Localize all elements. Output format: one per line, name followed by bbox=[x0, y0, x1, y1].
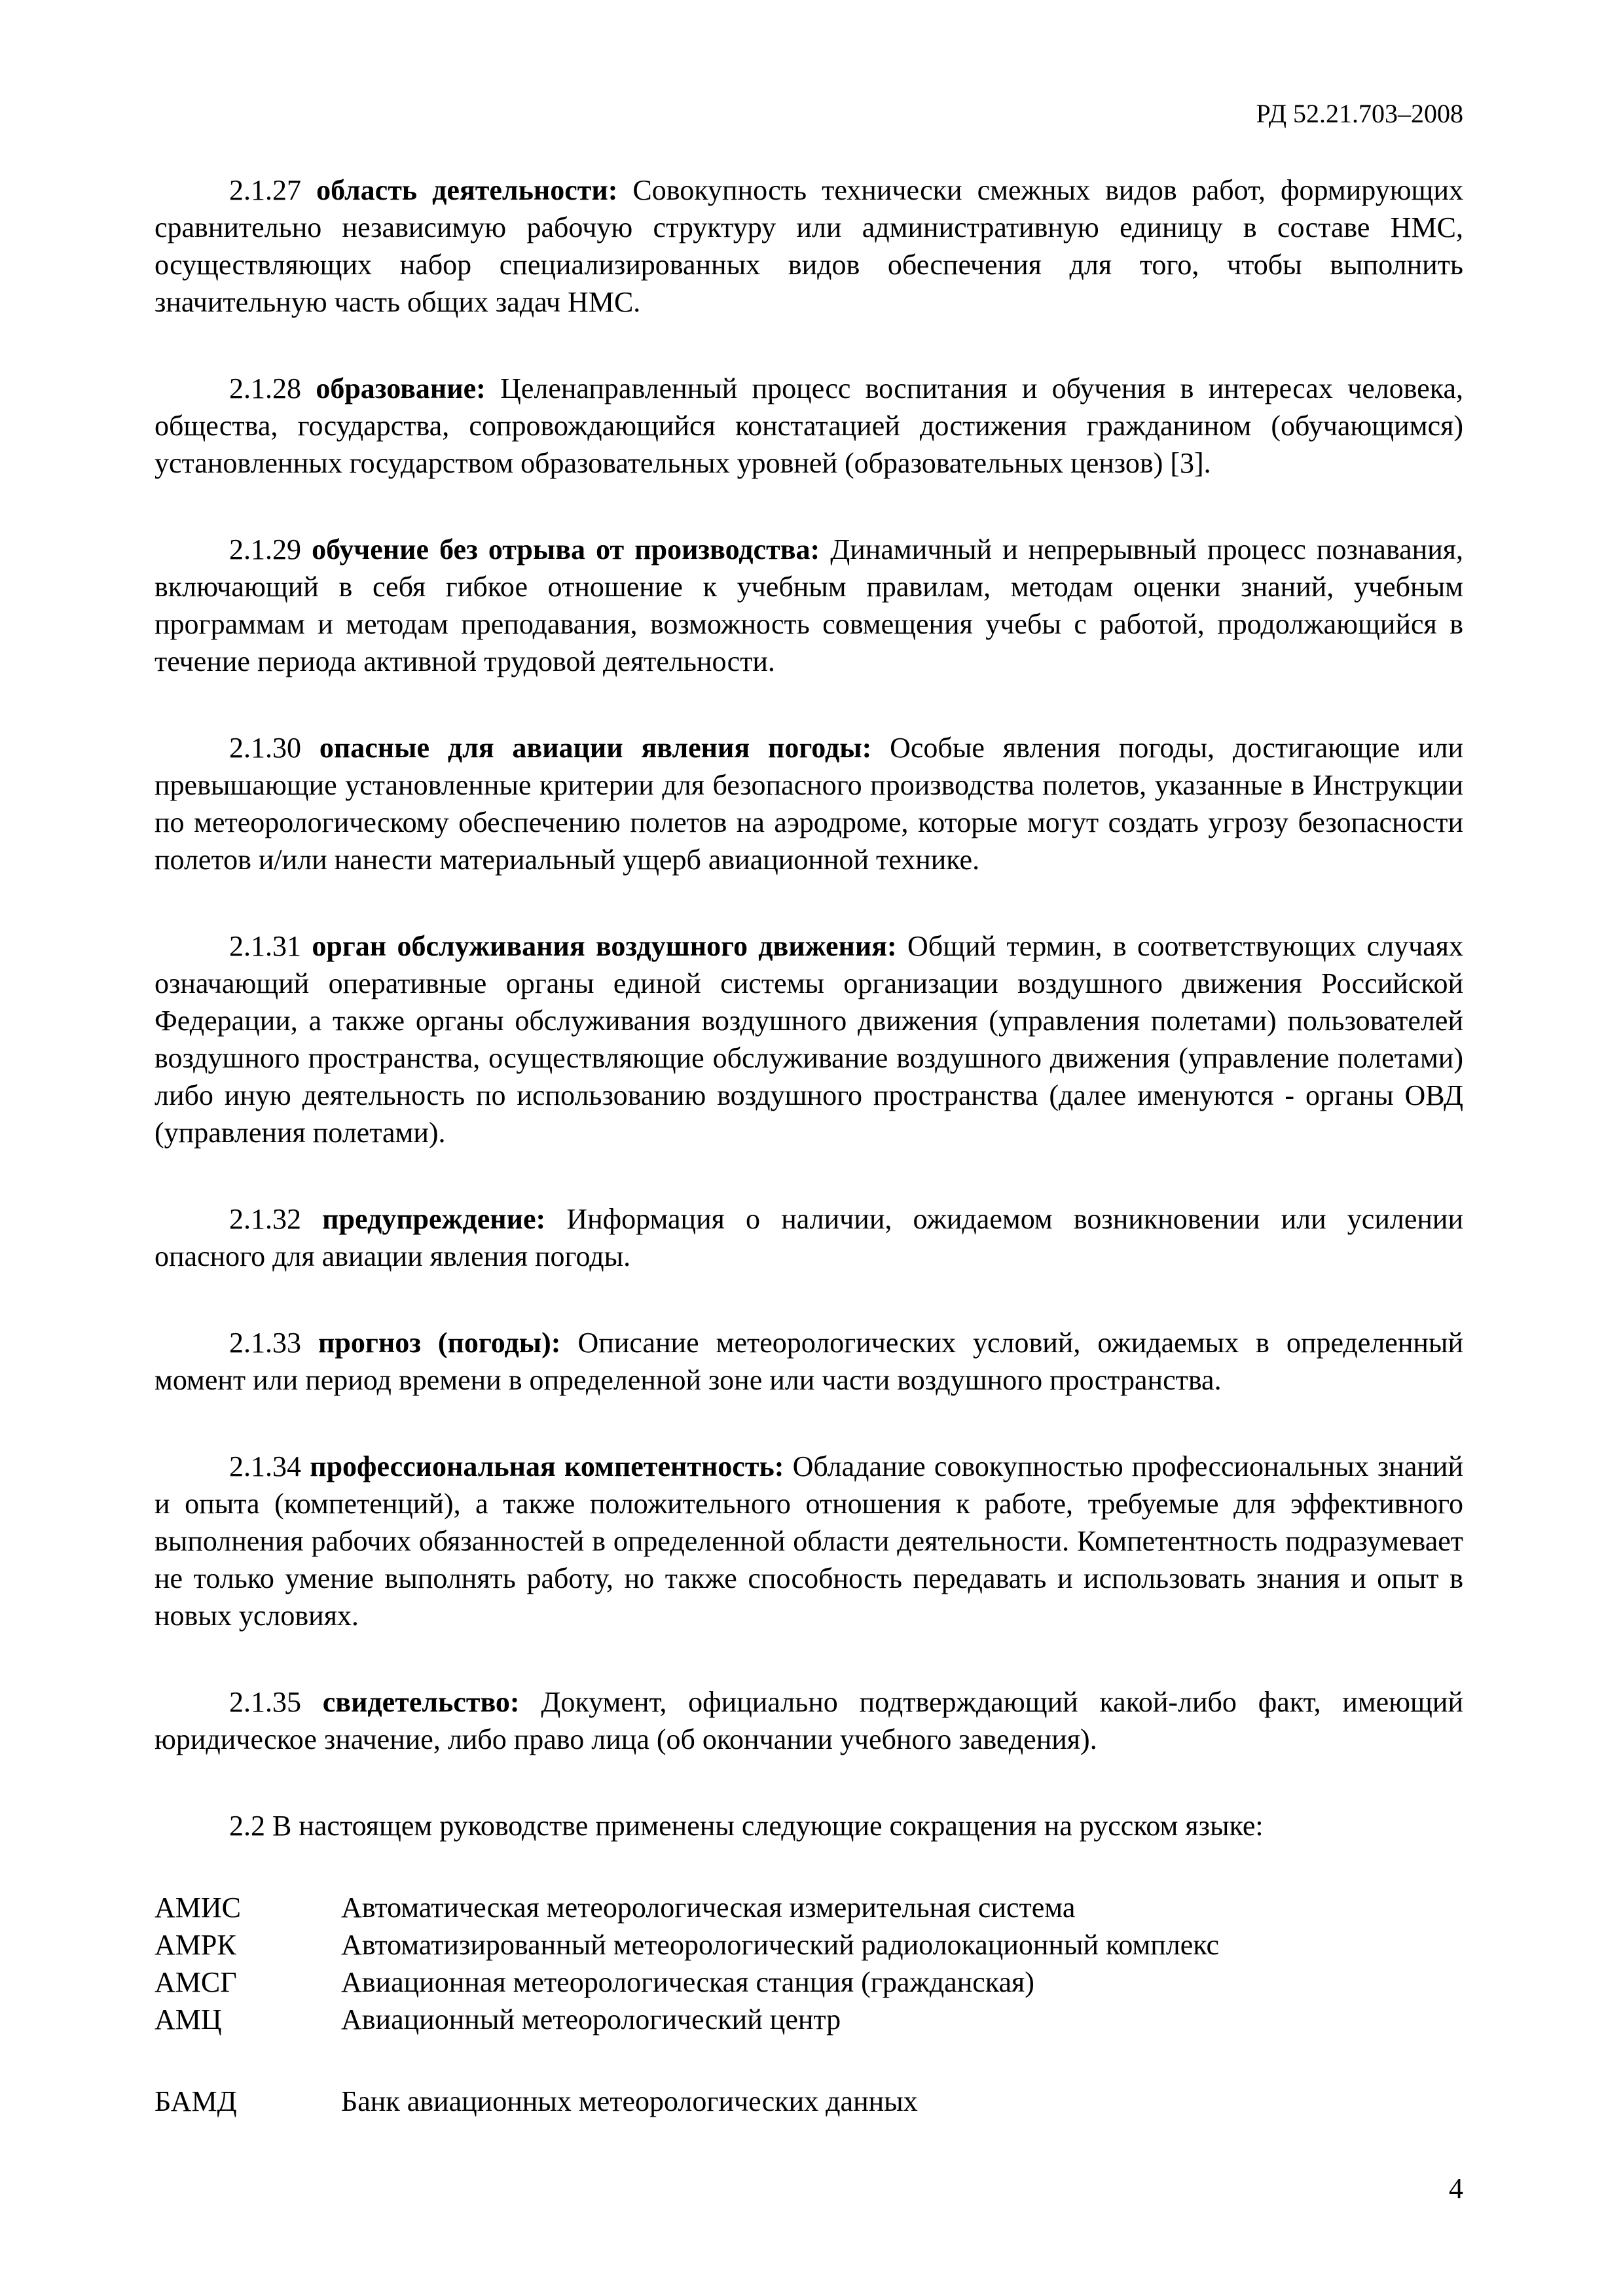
definition-term: образование: bbox=[316, 372, 486, 404]
definition-number: 2.1.35 bbox=[229, 1686, 301, 1718]
abbreviation-row bbox=[155, 1926, 1463, 1964]
definition-term: свидетельство: bbox=[322, 1686, 520, 1718]
definition-number: 2.1.31 bbox=[229, 930, 301, 962]
definition-text: Описание метеорологических условий, ожидаемых в определенный момент или период времени в определенной зоне или части воздушного пространства. bbox=[155, 1327, 1464, 1396]
abbreviation-code: АМСГ bbox=[155, 1966, 237, 1998]
definition-2-1-29 bbox=[155, 531, 1463, 680]
definition-text: Информация о наличии, ожидаемом возникновении или усилении опасного для авиации явления погоды. bbox=[155, 1203, 1464, 1272]
definition-2-1-33 bbox=[155, 1324, 1463, 1399]
abbreviation-description: Авиационный метеорологический центр bbox=[341, 2003, 841, 2036]
abbreviations-list bbox=[155, 1889, 1463, 2120]
definition-number: 2.1.32 bbox=[229, 1203, 301, 1235]
definition-2-1-28 bbox=[155, 370, 1463, 482]
definition-number: 2.1.30 bbox=[229, 732, 301, 764]
abbreviations-intro: 2.2 В настоящем руководстве применены следующие сокращения на русском языке: bbox=[229, 1810, 1264, 1842]
document-code-header: РД 52.21.703–2008 bbox=[1256, 99, 1463, 128]
abbreviation-row bbox=[155, 1889, 1463, 1926]
definition-term: прогноз (погоды): bbox=[318, 1327, 561, 1359]
definition-text: Документ, официально подтверждающий какой-либо факт, имеющий юридическое значение, либо право лица (об окончании учебного заведения). bbox=[155, 1686, 1464, 1755]
definition-text: Совокупность технически смежных видов работ, формирующих сравнительно независимую рабочую структуру или административную единицу в составе НМС, осуществляющих набор специализированных видов обеспечения для того, чтобы выполнить значительную часть общих задач НМС. bbox=[155, 174, 1463, 318]
abbreviation-code: БАМД bbox=[155, 2085, 237, 2117]
definition-term: область деятельности: bbox=[316, 174, 618, 206]
abbreviation-row bbox=[155, 2001, 1463, 2038]
abbreviation-description: Автоматизированный метеорологический радиолокационный комплекс bbox=[341, 1929, 1220, 1961]
abbreviation-description: Банк авиационных метеорологических данных bbox=[341, 2085, 918, 2117]
abbreviation-description: Автоматическая метеорологическая измерительная система bbox=[341, 1892, 1076, 1924]
definition-text: Особые явления погоды, достигающие или превышающие установленные критерии для безопасного производства полетов, указанные в Инструкции по метеорологическому обеспечению полетов на аэродроме, которые могут создать угрозу безопасности полетов и/или нанести материальный ущерб авиационной технике. bbox=[155, 732, 1464, 876]
document-body bbox=[155, 171, 1463, 2120]
definition-number: 2.1.29 bbox=[229, 533, 301, 565]
definition-number: 2.1.28 bbox=[229, 372, 301, 404]
definition-text: Целенаправленный процесс воспитания и обучения в интересах человека, общества, государства, сопровождающийся констатацией достижения гражданином (обучающимся) установленных государством образовательных уровней (образовательных цензов) [3]. bbox=[155, 372, 1464, 479]
definition-term: профессиональная компетентность: bbox=[310, 1450, 784, 1482]
abbreviation-code: АМЦ bbox=[155, 2003, 222, 2036]
page-number: 4 bbox=[1449, 2172, 1463, 2204]
abbreviation-description: Авиационная метеорологическая станция (гражданская) bbox=[341, 1966, 1034, 1998]
definition-term: опасные для авиации явления погоды: bbox=[319, 732, 872, 764]
definition-text: Динамичный и непрерывный процесс познавания, включающий в себя гибкое отношение к учебным правилам, методам оценки знаний, учебным программам и методам преподавания, возможность совмещения учебы с работой, продолжающийся в течение периода активной трудовой деятельности. bbox=[155, 533, 1464, 677]
definition-text: Обладание совокупностью профессиональных знаний и опыта (компетенций), а также положительного отношения к работе, требуемые для эффективного выполнения рабочих обязанностей в определенной области деятельности. Компетентность подразумевает не только умение выполнять работу, но также способность передавать и использовать знания и опыт в новых условиях. bbox=[155, 1450, 1464, 1632]
definition-2-1-27 bbox=[155, 171, 1463, 321]
abbreviation-row bbox=[155, 2083, 1463, 2120]
definition-term: орган обслуживания воздушного движения: bbox=[312, 930, 897, 962]
abbreviation-row bbox=[155, 1964, 1463, 2001]
definition-2-1-30 bbox=[155, 729, 1463, 878]
definition-number: 2.1.34 bbox=[229, 1450, 301, 1482]
definition-2-1-31 bbox=[155, 927, 1463, 1151]
definition-number: 2.1.27 bbox=[229, 174, 301, 206]
definition-term: предупреждение: bbox=[322, 1203, 546, 1235]
definition-text: Общий термин, в соответствующих случаях означающий оперативные органы единой системы организации воздушного движения Российской Федерации, а также органы обслуживания воздушного движения (управления полетами) пользователей воздушного пространства, осуществляющие обслуживание воздушного движения (управление полетами) либо иную деятельность по использованию воздушного пространства (далее именуются - органы ОВД (управления полетами). bbox=[155, 930, 1464, 1149]
definition-2-1-35 bbox=[155, 1683, 1463, 1758]
definition-2-1-34 bbox=[155, 1448, 1463, 1634]
definition-2-1-32 bbox=[155, 1200, 1463, 1275]
abbreviation-code: АМИС bbox=[155, 1892, 242, 1924]
abbreviation-code: АМРК bbox=[155, 1929, 236, 1961]
definition-number: 2.1.33 bbox=[229, 1327, 301, 1359]
definition-term: обучение без отрыва от производства: bbox=[312, 533, 820, 565]
